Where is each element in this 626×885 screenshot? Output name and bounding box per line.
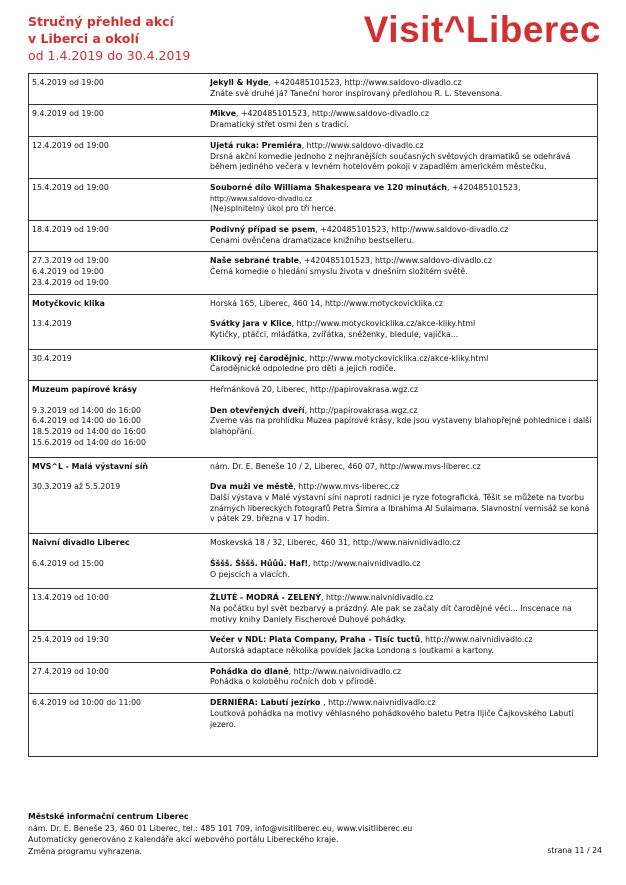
event-detail [210, 482, 594, 525]
venue-name: Motyčkovic klika [32, 298, 105, 308]
event-title: Naše sebrané trable [210, 256, 299, 266]
event-contact: , http://www.naivnidivadlo.cz [323, 698, 436, 708]
venue-address: Horská 165, Liberec, 460 14, http://www.motyckovicklika.cz [210, 298, 443, 308]
event-description: Loutková pohádka na motivy věhlasného pohádkového baletu Petra Iljiče Čajkovského Labutí jezero. [210, 708, 574, 729]
event-detail [210, 319, 594, 340]
event-row [28, 105, 598, 136]
venue-block [28, 381, 598, 458]
event-contact: , http://www.naivnidivadlo.cz [321, 593, 434, 603]
event-description: Autorská adaptace několika povídek Jacka Londona s loutkami a kartony. [210, 646, 494, 656]
event-contact: , +420485101523, http://www.saldovo-divadlo.cz [315, 225, 509, 235]
page-footer [28, 811, 412, 857]
event-title: Pohádka do dlaně [210, 666, 289, 676]
event-date: 6.4.2019 od 19:00 [32, 267, 104, 277]
event-contact: , +420485101523, http://www.saldovo-divadlo.cz [298, 256, 492, 266]
event-title: Svátky jara v Klice [210, 319, 292, 329]
visit-liberec-logo: Visit^Liberec [363, 9, 601, 50]
event-row [28, 631, 598, 662]
event-description: Další výstava v Malé výstavní síni naproti radnici je ryze fotografická. Těšit se můžete na tvorbu známých libereckých fotografů Petra Šimra a Ibrahima Al Sulaimana. Slavnostní vernisáž se koná v pátek 29. března v 17 hodin. [210, 492, 590, 524]
event-description: Černá komedie o hledání smyslu života v dnešním složitém světě. [210, 267, 468, 277]
venue-block [28, 457, 598, 534]
event-detail [210, 105, 598, 136]
event-dates [32, 406, 210, 449]
event-title: Večer v NDL: Plata Company, Praha - Tisíc tuctů [210, 635, 421, 645]
footer-auto-note: Automaticky generováno z kalendáře akcí webového portálu Libereckého kraje. [28, 835, 339, 845]
event-row [28, 694, 598, 736]
event-title: Ujetá ruka: Premiéra [210, 140, 302, 150]
event-date: 25.4.2019 od 19:30 [28, 631, 210, 662]
event-date: 15.6.2019 od 14:00 do 16:00 [32, 437, 146, 447]
venue-info [28, 294, 210, 349]
page-number: strana 11 / 24 [547, 846, 602, 855]
venue-info [28, 534, 210, 589]
event-date: 6.4.2019 od 10:00 do 11:00 [28, 694, 210, 736]
event-date: 6.4.2019 od 14:00 do 16:00 [32, 416, 142, 426]
venue-address: Heřmánková 20, Liberec, http://papirovakrasa.wgz.cz [210, 385, 419, 395]
event-description: Kytičky, ptáčci, mláďátka, zvířátka, sněženky, bledule, vajíčka... [210, 329, 459, 339]
event-detail [210, 252, 598, 294]
event-detail [210, 406, 594, 438]
event-date: 13.4.2019 [32, 319, 72, 329]
event-date: 27.3.2019 od 19:00 [32, 256, 109, 266]
event-row [28, 662, 598, 693]
document-title [28, 13, 190, 64]
event-row [28, 221, 598, 252]
event-detail [210, 589, 598, 631]
title-line-2: v Liberci a okolí [28, 31, 139, 46]
venue-events [210, 457, 598, 534]
venue-name: MVS^L - Malá výstavní síň [32, 461, 148, 471]
event-description: Dramatický střet osmi žen s tradicí. [210, 120, 349, 130]
event-date: 18.5.2019 od 14:00 do 16:00 [32, 427, 146, 437]
event-detail [210, 662, 598, 693]
venue-events [210, 294, 598, 349]
event-contact: , +420485101523, http://www.saldovo-divadlo.cz [268, 78, 462, 87]
venue-events [210, 534, 598, 589]
venue-name: Muzeum papírové krásy [32, 385, 137, 395]
event-detail [210, 631, 598, 662]
event-title: Jekyll & Hyde [210, 78, 269, 87]
title-date-range: od 1.4.2019 do 30.4.2019 [28, 48, 191, 63]
event-contact: , http://www.motyckovicklika.cz/akce-kliky.html [304, 353, 489, 363]
venue-block [28, 294, 598, 349]
event-date: 12.4.2019 od 19:00 [28, 136, 210, 178]
event-contact: , http://www.naivnidivadlo.cz [288, 666, 402, 676]
event-title: DERNIÉRA: Labutí jezírko [210, 698, 324, 708]
event-row [28, 136, 598, 178]
event-row [28, 349, 598, 380]
event-contact: , http://www.mvs-liberec.cz [293, 482, 400, 492]
event-description: Cenami ověnčena dramatizace knižního bestselleru. [210, 235, 415, 245]
venue-name: Naivní divadlo Liberec [32, 538, 130, 548]
event-description: O pejscích a vlacích. [210, 569, 290, 579]
event-contact: , http://www.saldovo-divadlo.cz [301, 140, 424, 150]
event-date: 27.4.2019 od 10:00 [28, 662, 210, 693]
event-contact: , +420485101523, [446, 182, 521, 192]
event-row [28, 589, 598, 631]
event-dates [28, 252, 210, 294]
event-contact: , http://papirovakrasa.wgz.cz [304, 405, 418, 415]
venue-address: nám. Dr. E. Beneše 10 / 2, Liberec, 460 07, http://www.mvs-liberec.cz [210, 461, 481, 471]
event-detail [210, 694, 598, 736]
event-date: 9.3.2019 od 14:00 do 16:00 [32, 405, 142, 415]
event-title: Souborné dílo Williama Shakespeara ve 120 minutách [210, 182, 447, 192]
event-title: Mikve [210, 109, 236, 119]
event-description: Pohádka o koloběhu ročních dob v přírodě. [210, 677, 377, 687]
event-date: 30.4.2019 [28, 349, 210, 380]
event-title: Den otevřených dveří [210, 405, 305, 415]
event-date: 6.4.2019 od 15:00 [32, 558, 104, 568]
venue-block [28, 534, 598, 589]
event-contact: , http://www.motyckovicklika.cz/akce-kliky.html [291, 319, 476, 329]
event-description: Čarodějnické odpoledne pro děti a jejich rodiče. [210, 364, 396, 374]
event-description: Znáte své druhé já? Taneční horor inspirovaný předlohou R. L. Stevensona. [210, 88, 503, 98]
event-title: Podivný případ se psem [210, 225, 316, 235]
event-row [28, 252, 598, 294]
event-title: ŽLUTÉ - MODRÁ - ZELENÝ [210, 593, 321, 603]
footer-organization: Městské informační centrum Liberec [28, 812, 189, 821]
venue-info [28, 381, 210, 458]
venue-events [210, 381, 598, 458]
event-title: Šššš. Šššš. Hůůů. Haf! [210, 558, 309, 568]
event-date: 30.3.2019 až 5.5.2019 [32, 482, 121, 492]
footer-address: nám. Dr. E. Beneše 23, 460 01 Liberec, tel.: 485 101 709, info@visitliberec.eu, www.visitliberec.eu [28, 823, 413, 833]
event-date: 9.4.2019 od 19:00 [28, 105, 210, 136]
event-contact: , http://www.naivnidivadlo.cz [308, 558, 421, 568]
event-title: Dva muži ve městě [210, 482, 294, 492]
event-row [28, 178, 598, 220]
event-date: 23.4.2019 od 19:00 [32, 277, 109, 287]
page-header [0, 0, 626, 80]
event-detail [210, 349, 598, 380]
event-detail [210, 559, 594, 580]
event-description: (Ne)splnitelný úkol pro tři herce. [210, 204, 337, 214]
event-description: Zveme vás na prohlídku Muzea papírové krásy, kde jsou vystaveny blahopřejné pohlednice i další blahopřání. [210, 416, 592, 437]
title-line-1: Stručný přehled akcí [28, 14, 174, 29]
footer-reserve-note: Změna programu vyhrazena. [28, 846, 142, 856]
event-contact: , +420485101523, http://www.saldovo-divadlo.cz [236, 109, 429, 119]
event-date: 18.4.2019 od 19:00 [28, 221, 210, 252]
event-date: 5.4.2019 od 19:00 [28, 74, 210, 105]
venue-address: Moskevská 18 / 32, Liberec, 460 31, http://www.naivnidivadlo.cz [210, 538, 461, 548]
event-title: Klikový rej čarodějnic [210, 353, 305, 363]
event-detail [210, 178, 598, 220]
event-row [28, 74, 598, 105]
event-detail [210, 221, 598, 252]
event-contact-url: http://www.saldovo-divadlo.cz [210, 194, 312, 203]
events-table [28, 73, 598, 735]
event-date: 13.4.2019 od 10:00 [28, 589, 210, 631]
event-contact: , http://www.naivnidivadlo.cz [420, 635, 533, 645]
event-date: 15.4.2019 od 19:00 [28, 178, 210, 220]
event-detail [210, 74, 598, 105]
event-detail [210, 136, 598, 178]
venue-info [28, 457, 210, 534]
event-description: Na počátku byl svět bezbarvý a prázdný. Ale pak se začaly dít čarodějné věci... Inscenace na motivy knihy Daniely Fischerové Duhové pohádky. [210, 603, 572, 624]
event-description: Drsná akční komedie jednoho z nejhranějších současných světových dramatiků se odehrává během jediného večera v levném hotelovém pokoji v zapadlém americkém městečku. [210, 151, 571, 172]
